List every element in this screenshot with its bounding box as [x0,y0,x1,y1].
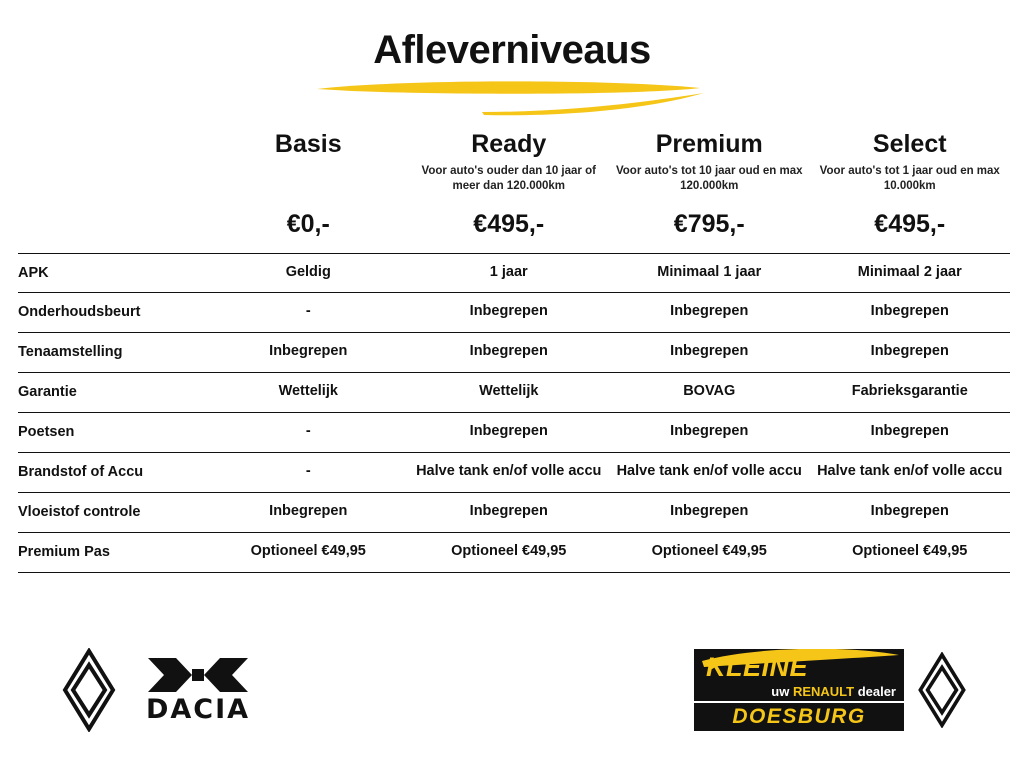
plan-subtitle-basis [214,164,403,196]
row-value-select: Halve tank en/of volle accu [817,463,1003,480]
table-row [18,333,1010,373]
plan-column-basis [208,131,409,239]
row-value-ready: Wettelijk [479,383,539,400]
row-value-premium: Halve tank en/of volle accu [616,463,802,480]
row-value-basis: - [305,463,311,480]
row-value-basis: Inbegrepen [269,503,348,520]
plan-column-premium [609,131,810,239]
row-label: Vloeistof controle [18,504,141,520]
row-value-select: Inbegrepen [870,343,949,360]
plan-name-select: Select [872,130,947,158]
row-value-ready: Optioneel €49,95 [451,543,567,560]
dealer-tagline-suffix: dealer [854,684,896,699]
table-row [18,413,1010,453]
row-label: APK [18,264,49,281]
plan-price-basis: €0,- [286,209,330,238]
row-value-basis: Wettelijk [278,383,338,400]
row-value-basis: - [305,423,311,440]
renault-diamond-icon [58,648,120,732]
dealer-logo [694,649,984,731]
dealer-name-text: KLEINE [706,652,809,682]
plan-header-row [0,131,1024,239]
swoosh-icon [312,75,712,119]
dealer-city-bar [694,703,904,731]
page-title: Afleverniveaus [373,28,651,72]
row-value-basis: Geldig [285,263,331,280]
row-value-ready: 1 jaar [489,263,528,280]
dealer-tagline [771,684,896,699]
row-value-premium: Inbegrepen [670,303,749,320]
row-value-select: Inbegrepen [870,503,949,520]
row-value-select: Fabrieksgarantie [851,383,968,400]
row-value-basis: Inbegrepen [269,343,348,360]
row-value-select: Inbegrepen [870,423,949,440]
row-value-ready: Inbegrepen [469,343,548,360]
row-label: Tenaamstelling [18,344,123,360]
row-label: Garantie [18,384,77,400]
plan-subtitle-ready: Voor auto's ouder dan 10 jaar of meer dan 120.000km [421,164,596,193]
plan-price-premium: €795,- [673,209,745,238]
row-value-ready: Inbegrepen [469,303,548,320]
swoosh-decoration [0,77,1024,117]
table-row [18,373,1010,413]
row-value-premium: Optioneel €49,95 [651,543,767,560]
row-value-basis: Optioneel €49,95 [250,543,366,560]
row-value-ready: Halve tank en/of volle accu [416,463,602,480]
header-spacer [18,131,208,239]
dealer-tagline-prefix: uw [771,684,793,699]
row-value-select: Minimaal 2 jaar [857,263,962,280]
row-value-premium: Inbegrepen [670,343,749,360]
row-value-basis: - [305,303,311,320]
plan-subtitle-select: Voor auto's tot 1 jaar oud en max 10.000km [819,164,1000,193]
plan-name-basis: Basis [274,130,342,158]
row-value-select: Inbegrepen [870,303,949,320]
plan-subtitle-premium: Voor auto's tot 10 jaar oud en max 120.000km [615,164,803,193]
renault-diamond-icon [914,652,970,728]
dealer-name-bar [694,649,904,701]
dealer-tagline-brand: RENAULT [792,684,855,699]
table-row [18,533,1010,573]
dealer-city-text: DOESBURG [732,705,866,728]
dacia-emblem-icon [146,656,250,694]
row-label: Brandstof of Accu [18,464,144,480]
dealer-logo-block [694,649,904,731]
row-value-ready: Inbegrepen [469,503,548,520]
table-row [18,493,1010,533]
row-label: Onderhoudsbeurt [18,304,141,320]
comparison-table [0,253,1024,573]
plan-name-ready: Ready [471,130,547,158]
row-value-ready: Inbegrepen [469,423,548,440]
plan-column-select [810,131,1011,239]
dacia-logo [146,656,250,725]
row-label: Premium Pas [18,544,110,560]
brand-logos [40,648,250,732]
plan-name-premium: Premium [655,130,763,158]
plan-column-ready [409,131,610,239]
plan-price-ready: €495,- [473,209,545,238]
row-label: Poetsen [18,424,75,440]
plan-price-select: €495,- [874,209,946,238]
row-value-premium: Inbegrepen [670,503,749,520]
row-value-select: Optioneel €49,95 [852,543,968,560]
row-value-premium: BOVAG [683,383,736,400]
row-value-premium: Minimaal 1 jaar [657,263,762,280]
table-row [18,453,1010,493]
row-value-premium: Inbegrepen [670,423,749,440]
footer-logos [0,630,1024,750]
table-row [18,253,1010,293]
dacia-wordmark: DACIA [146,693,251,725]
table-row [18,293,1010,333]
